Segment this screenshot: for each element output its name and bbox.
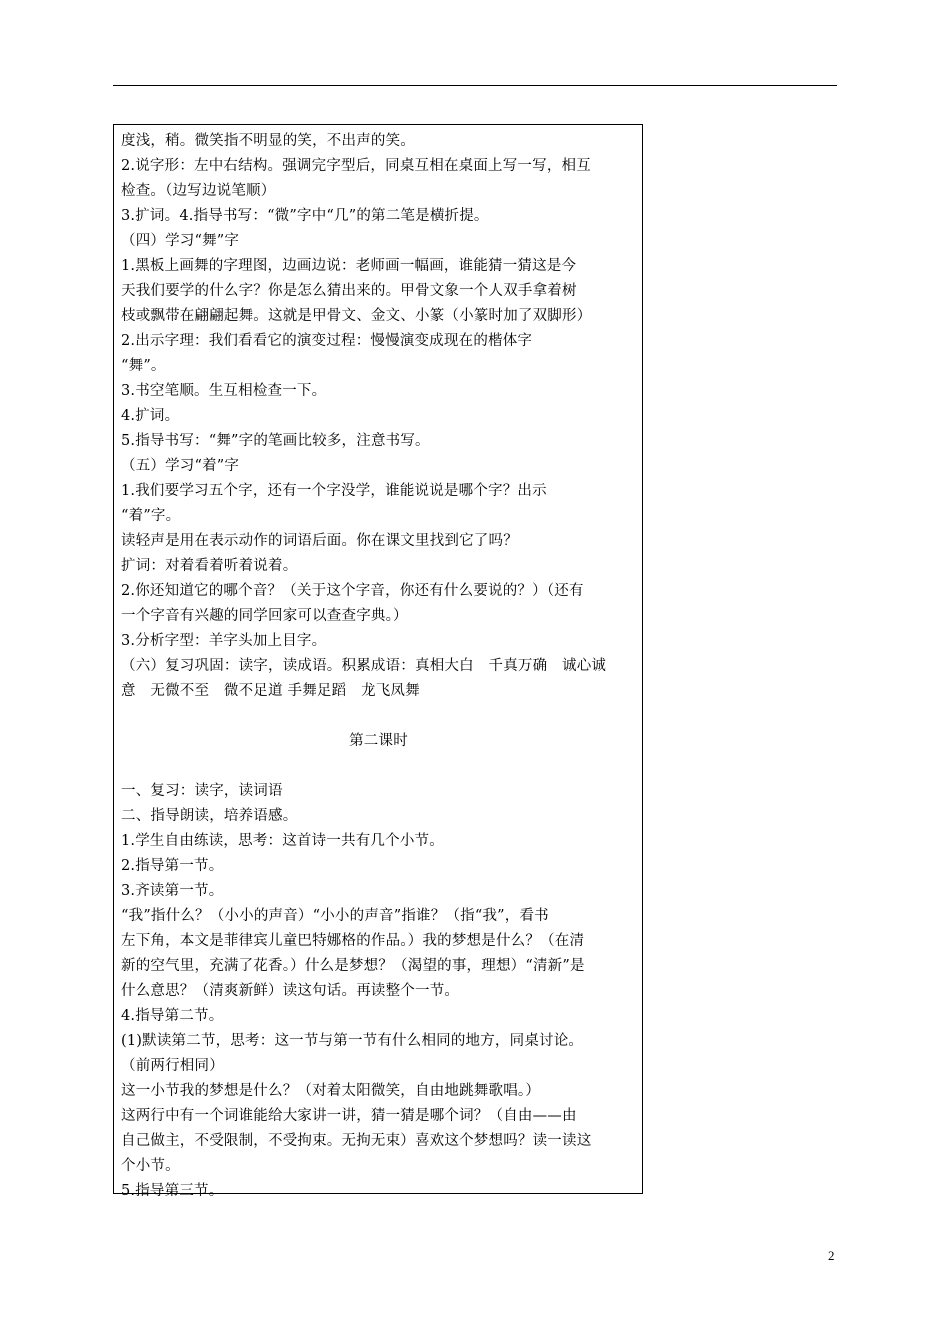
text-line: 5.指导书写：“舞”字的笔画比较多，注意书写。 <box>121 433 430 449</box>
text-line: 3.分析字型：羊字头加上目字。 <box>121 633 327 649</box>
text-line: 左下角，本文是菲律宾儿童巴特娜格的作品。）我的梦想是什么？（在清 <box>121 933 585 949</box>
text-line: 4.扩词。 <box>121 408 180 424</box>
text-line: 2.说字形：左中右结构。强调完字型后，同桌互相在桌面上写一写，相互 <box>121 158 591 174</box>
text-line: 天我们要学的什么字？你是怎么猜出来的。甲骨文象一个人双手拿着树 <box>121 283 577 299</box>
text-line: 3.书空笔顺。生互相检查一下。 <box>121 383 327 399</box>
text-line: (1)默读第二节，思考：这一节与第一节有什么相同的地方，同桌讨论。 <box>121 1033 584 1049</box>
text-line: （六）复习巩固：读字，读成语。积累成语：真相大白 千真万确 诚心诚 <box>121 658 607 674</box>
text-line: 1.我们要学习五个字，还有一个字没学，谁能说说是哪个字？出示 <box>121 483 547 499</box>
text-line: 扩词：对着看着听着说着。 <box>121 558 298 574</box>
text-line: 枝或飘带在翩翩起舞。这就是甲骨文、金文、小篆（小篆时加了双脚形） <box>121 308 592 324</box>
text-line: 2.出示字理：我们看看它的演变过程：慢慢演变成现在的楷体字 <box>121 333 533 349</box>
section-heading: 第二课时 <box>349 733 408 749</box>
text-line: （前两行相同） <box>121 1058 224 1074</box>
text-line: 5.指导第三节。 <box>121 1183 224 1199</box>
text-line: 一、复习：读字，读词语 <box>121 783 283 799</box>
text-line: 4.指导第二节。 <box>121 1008 224 1024</box>
text-line: 度浅，稍。微笑指不明显的笑，不出声的笑。 <box>121 133 415 149</box>
blank-line <box>121 704 636 729</box>
lesson-plan-text-box <box>113 124 643 1199</box>
text-line: 3.扩词。4.指导书写：“微”字中“几”的第二笔是横折提。 <box>121 208 489 224</box>
text-line: 1.学生自由练读，思考：这首诗一共有几个小节。 <box>121 833 444 849</box>
text-line: 这两行中有一个词谁能给大家讲一讲，猜一猜是哪个词？（自由——由 <box>121 1108 577 1124</box>
text-line: 2.指导第一节。 <box>121 858 224 874</box>
text-line: 一个字音有兴趣的同学回家可以查查字典。） <box>121 608 408 624</box>
text-line: 3.齐读第一节。 <box>121 883 224 899</box>
text-line: （五）学习“着”字 <box>121 458 240 474</box>
text-line: 检查。（边写边说笔顺） <box>121 183 276 199</box>
text-line: 新的空气里，充满了花香。）什么是梦想？（渴望的事，理想）“清新”是 <box>121 958 585 974</box>
header-rule <box>113 85 837 86</box>
text-line: 个小节。 <box>121 1158 180 1174</box>
text-line: “舞”。 <box>121 358 166 374</box>
blank-line <box>121 754 636 779</box>
text-line: 2.你还知道它的哪个音？（关于这个字音，你还有什么要说的？）（还有 <box>121 583 584 599</box>
text-line: 二、指导朗读，培养语感。 <box>121 808 298 824</box>
text-line: 意 无微不至 微不足道 手舞足蹈 龙飞凤舞 <box>121 683 420 699</box>
text-line: “我”指什么？（小小的声音）“小小的声音”指谁？（指“我”，看书 <box>121 908 549 924</box>
text-line: 这一小节我的梦想是什么？（对着太阳微笑，自由地跳舞歌唱。） <box>121 1083 541 1099</box>
page-number: 2 <box>828 1248 835 1263</box>
text-line: 1.黑板上画舞的字理图，边画边说：老师画一幅画，谁能猜一猜这是今 <box>121 258 577 274</box>
text-line: 什么意思？（清爽新鲜）读这句话。再读整个一节。 <box>121 983 460 999</box>
text-line: “着”字。 <box>121 508 181 524</box>
text-line: 自己做主，不受限制，不受拘束。无拘无束）喜欢这个梦想吗？读一读这 <box>121 1133 592 1149</box>
text-line: （四）学习“舞”字 <box>121 233 240 249</box>
text-line: 读轻声是用在表示动作的词语后面。你在课文里找到它了吗？ <box>121 533 518 549</box>
